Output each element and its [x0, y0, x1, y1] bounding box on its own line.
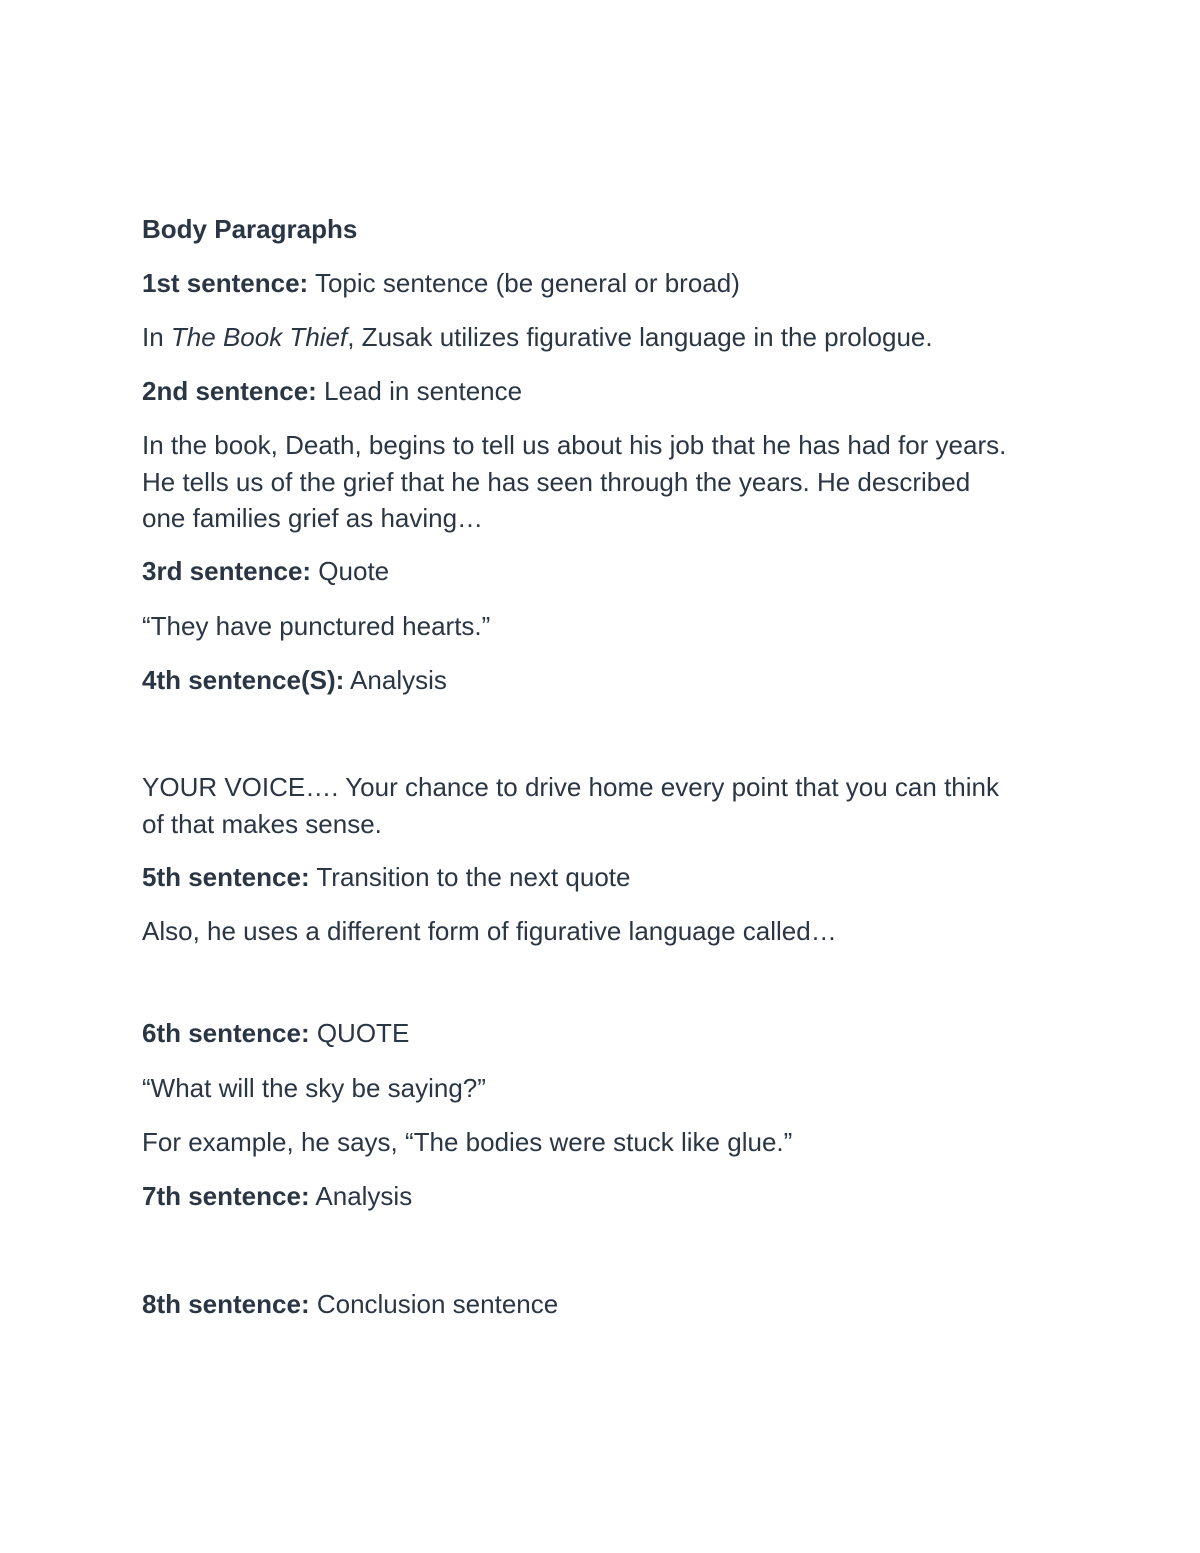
seventh-sentence-label: 7th sentence: — [142, 1181, 310, 1211]
second-sentence-description: Lead in sentence — [316, 376, 523, 406]
eighth-sentence-label: 8th sentence: — [142, 1289, 310, 1319]
seventh-sentence-description: Analysis — [309, 1181, 413, 1211]
fourth-sentence-instruction — [142, 662, 1072, 698]
example-text-before: In — [142, 322, 171, 352]
sixth-sentence-example: For example, he says, “The bodies were stuck like glue.” — [142, 1127, 793, 1157]
book-title: The Book Thief — [170, 322, 348, 352]
second-sentence-instruction — [142, 373, 1072, 409]
your-voice-line-1: YOUR VOICE…. Your chance to drive home every point that you can think — [142, 772, 999, 802]
your-voice-line-2: of that makes sense. — [142, 809, 382, 839]
sixth-sentence-quote: “What will the sky be saying?” — [142, 1073, 486, 1103]
document-heading: Body Paragraphs — [142, 214, 358, 244]
fifth-sentence-example: Also, he uses a different form of figurative language called… — [142, 916, 837, 946]
second-sentence-example-line-1: In the book, Death, begins to tell us about his job that he has had for years. — [142, 430, 1007, 460]
second-sentence-example-line-2: He tells us of the grief that he has seen through the years. He described — [142, 467, 971, 497]
first-sentence-label: 1st sentence: — [142, 268, 309, 298]
third-sentence-quote: “They have punctured hearts.” — [142, 611, 491, 641]
fifth-sentence-label: 5th sentence: — [142, 862, 310, 892]
first-sentence-description: Topic sentence (be general or broad) — [308, 268, 740, 298]
second-sentence-label: 2nd sentence: — [142, 376, 317, 406]
sixth-sentence-instruction — [142, 1015, 1072, 1051]
seventh-sentence-instruction — [142, 1178, 1072, 1214]
third-sentence-label: 3rd sentence: — [142, 556, 312, 586]
sixth-sentence-description: QUOTE — [309, 1018, 410, 1048]
third-sentence-instruction — [142, 553, 1072, 589]
example-text-after: , Zusak utilizes figurative language in the prologue. — [347, 322, 933, 352]
eighth-sentence-instruction — [142, 1286, 1072, 1322]
fifth-sentence-description: Transition to the next quote — [309, 862, 631, 892]
third-sentence-description: Quote — [311, 556, 390, 586]
sixth-sentence-label: 6th sentence: — [142, 1018, 310, 1048]
fourth-sentence-description: Analysis — [344, 665, 447, 695]
fifth-sentence-instruction — [142, 859, 1072, 895]
first-sentence-instruction — [142, 265, 1072, 301]
first-sentence-example — [142, 319, 1072, 355]
fourth-sentence-label: 4th sentence(S): — [142, 665, 345, 695]
eighth-sentence-description: Conclusion sentence — [309, 1289, 559, 1319]
second-sentence-example-line-3: one families grief as having… — [142, 503, 484, 533]
